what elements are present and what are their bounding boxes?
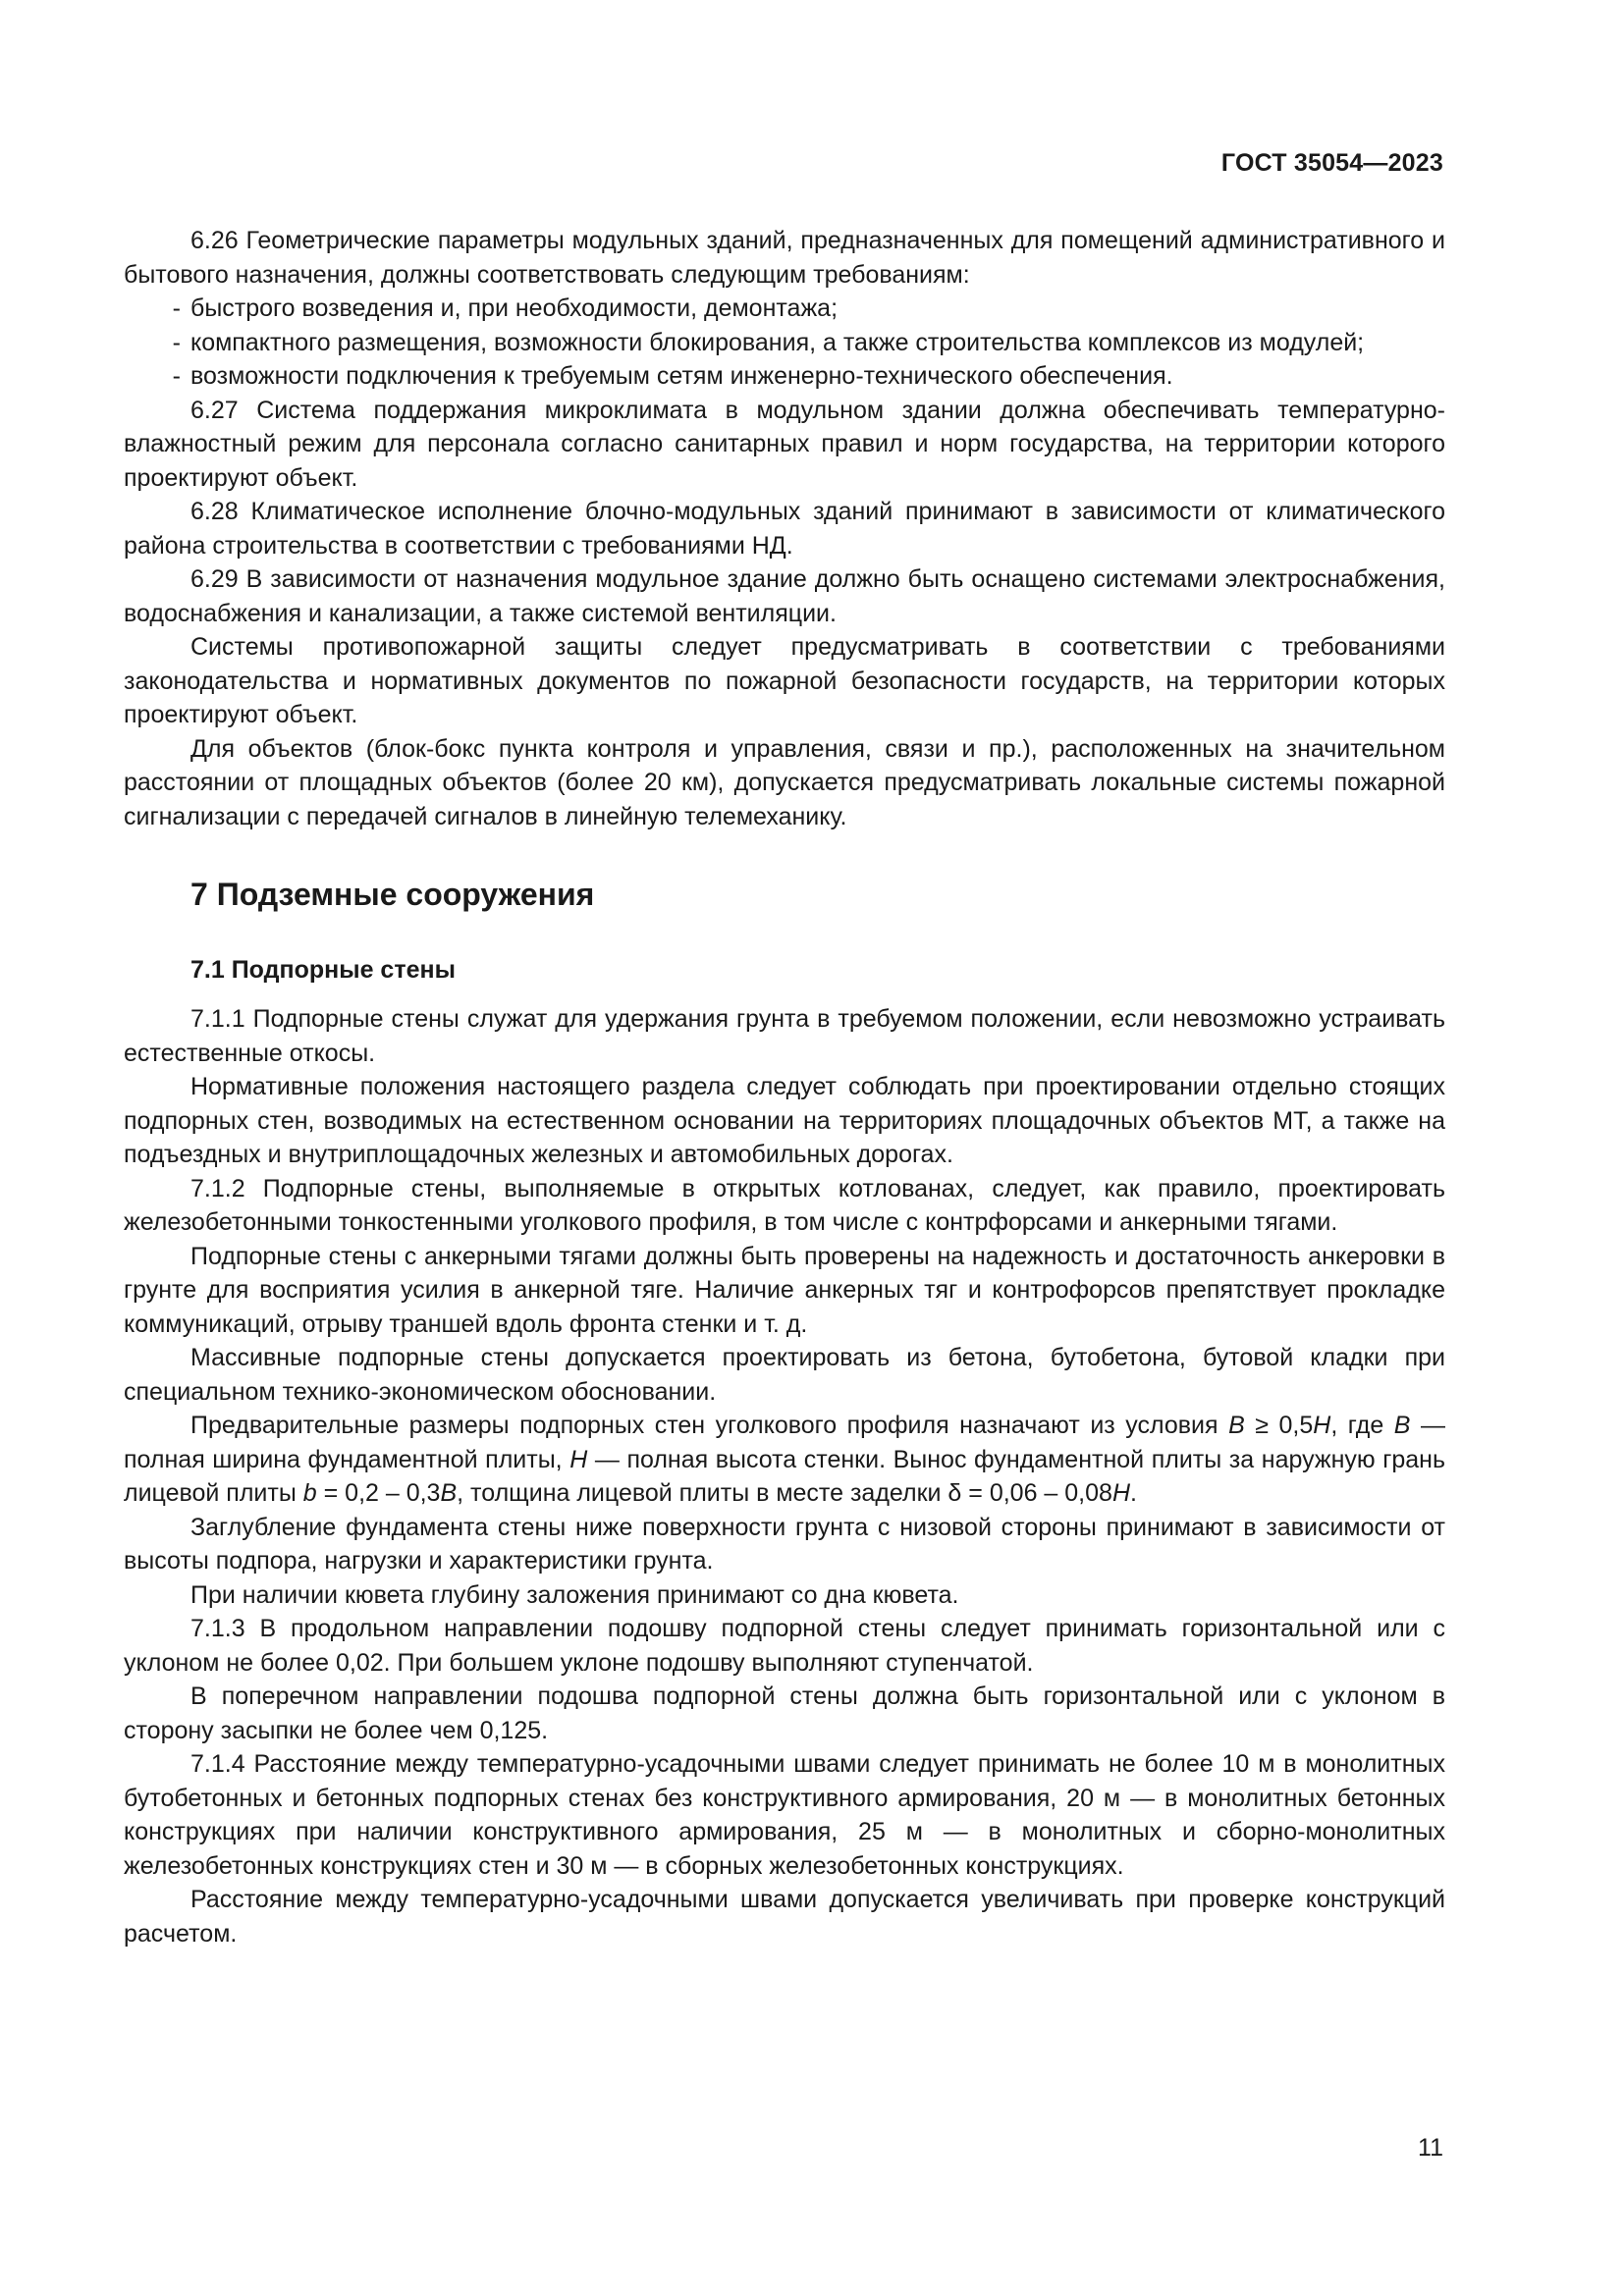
paragraph-normative: Нормативные положения настоящего раздела следует соблюдать при проектировании отдельно стоящих подпорных стен, возводимых на естественном основании на территориях площадочных объектов МТ, а также на подъездных и внутриплощадочных железных и автомобильных дорогах. <box>124 1073 1445 1168</box>
list-item-text: компактного размещения, возможности блокирования, а также строительства комплексов из модулей; <box>190 328 1365 356</box>
paragraph-fire-protection: Системы противопожарной защиты следует предусматривать в соответствии с требованиями законодательства и нормативных документов по пожарной безопасности государств, на территории которых проектируют объект. <box>124 633 1445 728</box>
page-content <box>124 224 1445 1950</box>
paragraph-joint-spacing: Расстояние между температурно-усадочными швами допускается увеличивать при проверке конструкций расчетом. <box>124 1886 1445 1948</box>
list-marker: - <box>172 362 181 390</box>
list-item <box>124 326 1445 360</box>
list-item-text: возможности подключения к требуемым сетям инженерно-технического обеспечения. <box>190 362 1173 390</box>
paragraph-massive-walls: Массивные подпорные стены допускается проектировать из бетона, бутобетона, бутовой кладки при специальном технико-экономическом обосновании. <box>124 1344 1445 1406</box>
section-title: 7 Подземные сооружения <box>190 877 595 912</box>
list-marker: - <box>172 328 181 356</box>
list-marker: - <box>172 294 181 322</box>
list-item <box>124 292 1445 326</box>
subsection-title: 7.1 Подпорные стены <box>190 956 456 984</box>
paragraph-6-26: 6.26 Геометрические параметры модульных зданий, предназначенных для помещений административного и бытового назначения, должны соответствовать следующим требованиям: <box>124 227 1445 289</box>
paragraph-7-1-2: 7.1.2 Подпорные стены, выполняемые в открытых котлованах, следует, как правило, проектировать железобетонными тонкостенными уголкового профиля, в том числе с контрфорсами и анкерными тягами. <box>124 1174 1445 1236</box>
paragraph-anchor-rods: Подпорные стены с анкерными тягами должны быть проверены на надежность и достаточность анкеровки в грунте для восприятия усилия в анкерной тяге. Наличие анкерных тяг и контрофорсов препятствует прокладке коммуникаций, отрыву траншей вдоль фронта стенки и т. д. <box>124 1242 1445 1338</box>
paragraph-7-1-1: 7.1.1 Подпорные стены служат для удержания грунта в требуемом положении, если невозможно устраивать естественные откосы. <box>124 1005 1445 1067</box>
list-item-text: быстрого возведения и, при необходимости, демонтажа; <box>190 294 839 322</box>
paragraph-6-27: 6.27 Система поддержания микроклимата в модульном здании должна обеспечивать температурно-влажностный режим для персонала согласно санитарных правил и норм государства, на территории которого проектируют объект. <box>124 396 1445 492</box>
paragraph-fire-alarm: Для объектов (блок-бокс пункта контроля и управления, связи и пр.), расположенных на значительном расстоянии от площадных объектов (более 20 км), допускается предусматривать локальные системы пожарной сигнализации с передачей сигналов в линейную телемеханику. <box>124 734 1445 830</box>
paragraph-cross-direction: В поперечном направлении подошва подпорной стены должна быть горизонтальной или с уклоном в сторону засыпки не более чем 0,125. <box>124 1682 1445 1744</box>
list-item <box>124 359 1445 394</box>
paragraph-6-29: 6.29 В зависимости от назначения модульное здание должно быть оснащено системами электроснабжения, водоснабжения и канализации, а также системой вентиляции. <box>124 565 1445 627</box>
paragraph-6-28: 6.28 Климатическое исполнение блочно-модульных зданий принимают в зависимости от климатического района строительства в соответствии с требованиями НД. <box>124 498 1445 560</box>
paragraph-7-1-4: 7.1.4 Расстояние между температурно-усадочными швами следует принимать не более 10 м в монолитных бутобетонных и бетонных подпорных стенах без конструктивного армирования, 20 м — в монолитных бетонных конструкциях при наличии конструктивного армирования, 25 м — в монолитных и сборно-монолитных железобетонных конструкциях стен и 30 м — в сборных железобетонных конструкциях. <box>124 1750 1445 1880</box>
paragraph-foundation-depth: Заглубление фундамента стены ниже поверхности грунта с низовой стороны принимают в зависимости от высоты подпора, нагрузки и характеристики грунта. <box>124 1513 1445 1575</box>
paragraph-dimensions: Предварительные размеры подпорных стен уголкового профиля назначают из условия B ≥ 0,5H, где B — полная ширина фундаментной плиты, H — полная высота стенки. Вынос фундаментной плиты за наружную грань лицевой плиты b = 0,2 – 0,3B, толщина лицевой плиты в месте заделки δ = 0,06 – 0,08H. <box>124 1412 1446 1507</box>
page-number: 11 <box>1418 2134 1443 2162</box>
paragraph-7-1-3: 7.1.3 В продольном направлении подошву подпорной стены следует принимать горизонтальной или с уклоном не более 0,02. При большем уклоне подошву выполняют ступенчатой. <box>124 1615 1445 1677</box>
document-code: ГОСТ 35054—2023 <box>1220 149 1443 177</box>
paragraph-ditch: При наличии кювета глубину заложения принимают со дна кювета. <box>190 1580 959 1609</box>
